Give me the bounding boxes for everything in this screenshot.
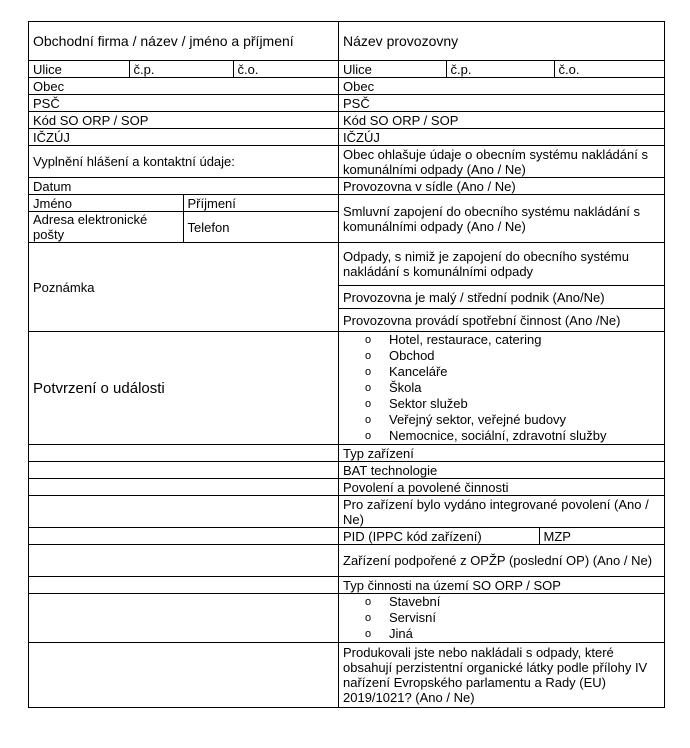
section-vyplneni: Vyplnění hlášení a kontaktní údaje:	[29, 146, 339, 178]
empty-cell[interactable]	[29, 496, 339, 528]
contact-block	[29, 195, 339, 243]
field-prijmeni[interactable]: Příjmení	[183, 195, 338, 212]
category-option[interactable]: o Škola	[365, 380, 422, 395]
empty-cell[interactable]	[29, 445, 339, 462]
field-adresa-posty[interactable]: Adresa elektronické pošty	[29, 212, 183, 243]
field-maly-podnik[interactable]: Provozovna je malý / střední podnik (Ano/Ne)	[339, 286, 665, 309]
field-jmeno[interactable]: Jméno	[33, 195, 73, 211]
field-kod-left[interactable]: Kód SO ORP / SOP	[29, 112, 339, 129]
field-perzistentni[interactable]: Produkovali jste nebo nakládali s odpady, které obsahují perzistentní organické látky podle přílohy IV nařízení Evropského parlamentu a Rady (EU) 2019/1021? (Ano / Ne)	[339, 643, 665, 708]
field-obec-right[interactable]: Obec	[339, 78, 665, 95]
circle-bullet-icon: o	[365, 382, 372, 394]
circle-bullet-icon: o	[365, 430, 372, 442]
field-co-right[interactable]: č.o.	[554, 61, 664, 77]
field-psc-left[interactable]: PSČ	[29, 95, 339, 112]
field-iczuj-right[interactable]: IČZÚJ	[339, 129, 665, 146]
field-ulice-right-row	[339, 61, 665, 78]
field-typ-zarizeni[interactable]: Typ zařízení	[339, 445, 665, 462]
category-list	[339, 332, 665, 445]
field-bat[interactable]: BAT technologie	[339, 462, 665, 479]
empty-cell[interactable]	[29, 479, 339, 496]
field-iczuj-left[interactable]: IČZÚJ	[29, 129, 339, 146]
field-ulice-left-row	[29, 61, 339, 78]
category-option[interactable]: o Veřejný sektor, veřejné budovy	[365, 412, 567, 427]
circle-bullet-icon: o	[365, 398, 372, 410]
field-psc-right[interactable]: PSČ	[339, 95, 665, 112]
empty-cell[interactable]	[29, 462, 339, 479]
circle-bullet-icon: o	[365, 596, 372, 608]
field-co-left[interactable]: č.o.	[233, 61, 338, 77]
field-obec-left[interactable]: Obec	[29, 78, 339, 95]
field-potvrzeni-udalosti[interactable]: Potvrzení o události	[29, 332, 339, 445]
field-spotrebni-cinnost[interactable]: Provozovna provádí spotřební činnost (Ano /Ne)	[339, 309, 665, 332]
circle-bullet-icon: o	[365, 414, 372, 426]
circle-bullet-icon: o	[365, 334, 372, 346]
empty-cell[interactable]	[29, 528, 339, 545]
circle-bullet-icon: o	[365, 350, 372, 362]
field-obec-ohlasuje[interactable]: Obec ohlašuje údaje o obecním systému nakládání s komunálními odpady (Ano / Ne)	[339, 146, 665, 178]
field-cp-left[interactable]: č.p.	[129, 61, 233, 77]
empty-cell[interactable]	[29, 577, 339, 594]
field-opzp[interactable]: Zařízení podpořené z OPŽP (poslední OP) (Ano / Ne)	[339, 545, 665, 577]
category-option[interactable]: o Hotel, restaurace, catering	[365, 332, 542, 347]
field-telefon[interactable]: Telefon	[183, 212, 338, 243]
field-kod-right[interactable]: Kód SO ORP / SOP	[339, 112, 665, 129]
field-datum[interactable]: Datum	[29, 178, 339, 195]
circle-bullet-icon: o	[365, 366, 372, 378]
pid-row	[339, 528, 665, 545]
category-option[interactable]: o Kanceláře	[365, 364, 448, 379]
field-typ-cinnosti[interactable]: Typ činnosti na území SO ORP / SOP	[339, 577, 665, 594]
field-ulice-left[interactable]: Ulice	[33, 61, 62, 77]
field-firma[interactable]: Obchodní firma / název / jméno a příjmení	[29, 22, 339, 61]
field-ippc[interactable]: Pro zařízení bylo vydáno integrované povolení (Ano / Ne)	[339, 496, 665, 528]
empty-cell[interactable]	[29, 643, 339, 708]
field-ulice-right[interactable]: Ulice	[343, 61, 372, 77]
activity-option[interactable]: o Servisní	[365, 610, 436, 625]
field-poznamka[interactable]: Poznámka	[29, 243, 339, 332]
circle-bullet-icon: o	[365, 612, 372, 624]
empty-cell[interactable]	[29, 594, 339, 643]
field-smluvni-zapojeni[interactable]: Smluvní zapojení do obecního systému nakládání s komunálními odpady (Ano / Ne)	[339, 195, 665, 243]
category-option[interactable]: o Nemocnice, sociální, zdravotní služby	[365, 428, 607, 443]
field-povoleni[interactable]: Povolení a povolené činnosti	[339, 479, 665, 496]
field-mzp[interactable]: MZP	[539, 528, 664, 544]
field-provozovna-sidle[interactable]: Provozovna v sídle (Ano / Ne)	[339, 178, 665, 195]
activity-list	[339, 594, 665, 643]
field-cp-right[interactable]: č.p.	[446, 61, 554, 77]
empty-cell[interactable]	[29, 545, 339, 577]
activity-option[interactable]: o Stavební	[365, 594, 441, 609]
field-pid[interactable]: PID (IPPC kód zařízení)	[343, 528, 482, 544]
circle-bullet-icon: o	[365, 628, 372, 640]
field-odpady-zapojeni[interactable]: Odpady, s nimiž je zapojení do obecního systému nakládání s komunálními odpady	[339, 243, 665, 286]
report-form	[28, 21, 665, 708]
category-option[interactable]: o Obchod	[365, 348, 435, 363]
activity-option[interactable]: o Jiná	[365, 626, 413, 641]
category-option[interactable]: o Sektor služeb	[365, 396, 468, 411]
field-nazev-provozovny[interactable]: Název provozovny	[339, 22, 665, 61]
